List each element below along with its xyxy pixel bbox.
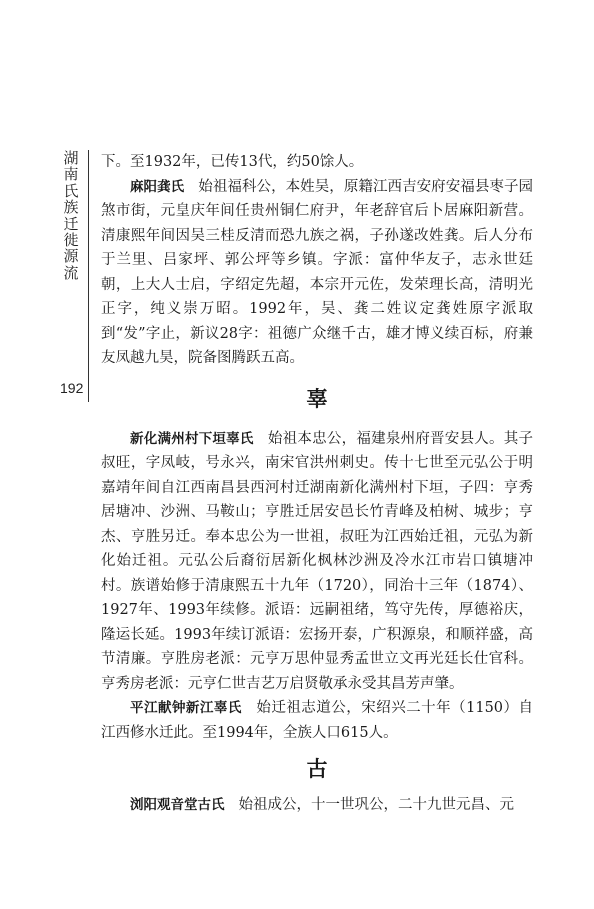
entry-title: 麻阳龚氏: [130, 178, 185, 195]
entry-text: 始祖成公，十一世巩公，二十九世元昌、元: [238, 797, 514, 813]
entry-text: 始迁祖志道公，宋绍兴二十年（1150）自江西修水迁此。至1994年，全族人口615人。: [101, 700, 533, 741]
page-number: 192: [60, 380, 84, 396]
running-title: 湖南氏族迁徙源流: [63, 149, 79, 282]
entry-title: 浏阳观音堂古氏: [130, 797, 225, 813]
entry-title: 新化满州村下垣辜氏: [130, 430, 254, 447]
page-body: [101, 150, 533, 818]
entry-paragraph: [101, 696, 533, 745]
continued-paragraph: 下。至1932年，已传13代，约50馀人。: [101, 154, 364, 170]
entry-title: 平江献钟新江辜氏: [130, 700, 242, 716]
entry-paragraph: [101, 427, 533, 697]
entry-text: 始祖福科公，本姓吴，原籍江西吉安府安福县枣子园煞市街，元皇庆年间任贵州铜仁府尹，年老辞官后卜居麻阳新营。清康熙年间因吴三桂反清而恐九族之祸，子孙遂改姓龚。后人分布于兰里、吕家坪、郭公坪等乡镇。字派：富仲华友子，志永世廷朝，上大人士启，字绍定先超，本宗开元佐，发荣理长高，清明光正字，纯义崇万昭。1992年，吴、龚二姓议定龚姓原字派取到“发”字止，新议28字：祖德广众继千古，雄才博义续百标，府兼友凤越九昊，院备图腾跃五高。: [101, 178, 534, 366]
surname-heading: 古: [306, 756, 328, 781]
margin-rule: [88, 150, 89, 402]
entry-paragraph: [101, 793, 533, 818]
surname-heading: 辜: [306, 385, 328, 411]
entry-paragraph: [101, 175, 533, 371]
entry-text: 始祖本忠公，福建泉州府晋安县人。其子叔旺，字凤岐，号永兴，南宋官洪州刺史。传十七世至元弘公于明嘉靖年间自江西南昌县西河村迁湖南新化满州村下垣，子四：亨秀居塘冲、沙洲、马鞍山；亨胜迁居安邑长竹青峰及柏树、城步；亨杰、亨胜另迁。奉本忠公为一世祖，叔旺为江西始迁祖，元弘为新化始迁祖。元弘公后裔衍居新化枫林沙洲及冷水江市岩口镇塘冲村。族谱始修于清康熙五十九年（1720），同治十三年（1874）、1927年、1993年续修。派语：远嗣祖绪，笃守先传，厚德裕庆，隆运长延。1993年续订派语：宏扬开泰，广积源泉，和顺祥盛，高节清廉。亨胜房老派：元亨万思仲显秀孟世立文再光廷长仕官科。亨秀房老派：元亨仁世吉艺万启贤敬承永受其昌芳声肇。: [101, 430, 534, 692]
